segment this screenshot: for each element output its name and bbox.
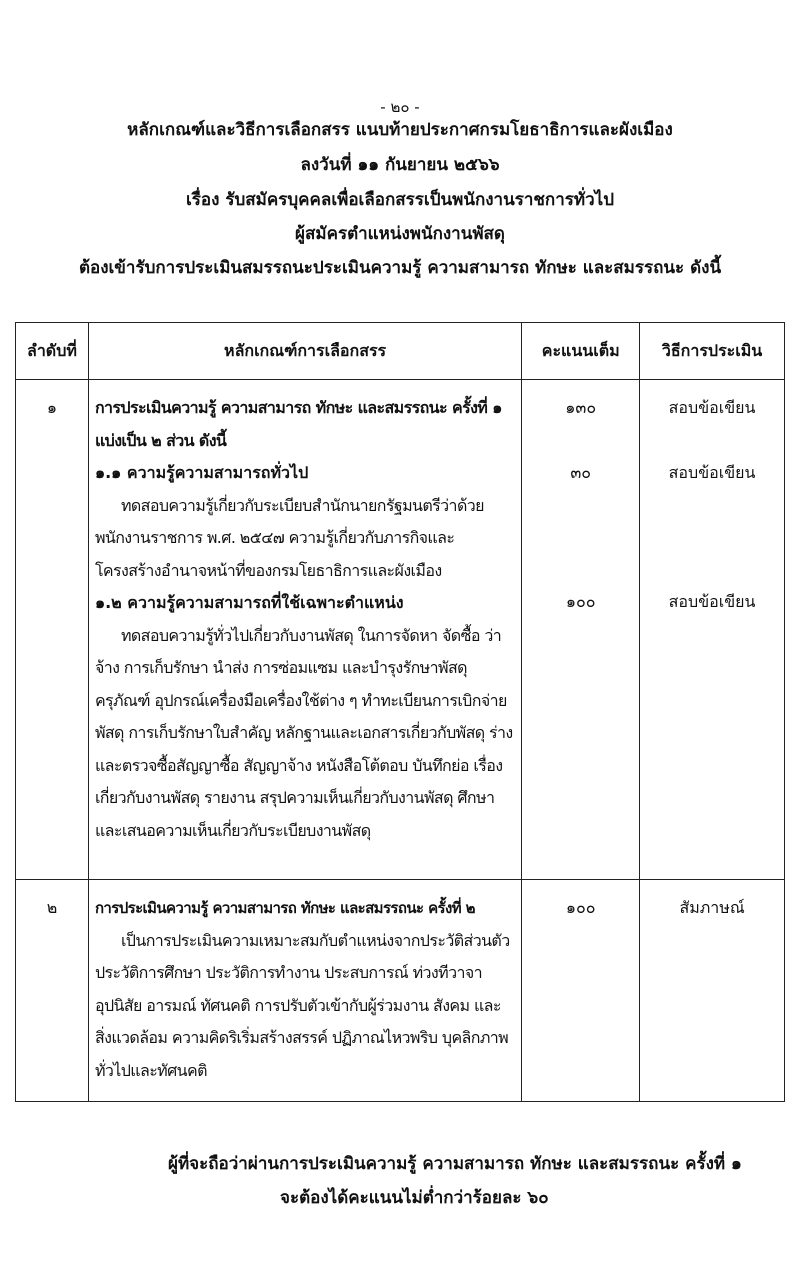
sub-desc: ทดสอบความรู้ทั่วไปเกี่ยวกับงานพัสดุ ในการจัดหา จัดซื้อ ว่าจ้าง การเก็บรักษา นำส่ง การซ่อมแซม และบำรุงรักษาพัสดุ ครุภัณฑ์ อุปกรณ์เครื่องมือเครื่องใช้ต่าง ๆ ทำทะเบียนการเบิกจ่ายพัสดุ การเก็บรักษาใบสำคัญ หลักฐานและเอกสารเกี่ยวกับพัสดุ ร่างและตรวจซื้อสัญญาซื้อ สัญญาจ้าง หนังสือโต้ตอบ บันทึกย่อ เรื่องเกี่ยวกับงานพัสดุ รายงาน สรุปความเห็นเกี่ยวกับงานพัสดุ ศึกษาและเสนอความเห็นเกี่ยวกับระเบียบงานพัสดุ — [94, 625, 513, 840]
row-score: ๑๐๐ — [522, 880, 640, 1102]
row-criteria — [88, 880, 521, 1102]
row-method: สัมภาษณ์ — [640, 880, 785, 1102]
method: สอบข้อเขียน — [668, 398, 756, 417]
header-position: ผู้สมัครตำแหน่งพนักงานพัสดุ — [295, 224, 505, 244]
footer-line-2: จะต้องได้คะแนนไม่ต่ำกว่าร้อยละ ๖๐ — [280, 1188, 549, 1208]
total-score: ๑๓๐ — [565, 398, 597, 417]
table-row — [16, 880, 785, 1102]
sub-score: ๓๐ — [570, 462, 592, 482]
table-row — [16, 380, 785, 880]
row-title: การประเมินความรู้ ความสามารถ ทักษะ และสมรรถนะ ครั้งที่ ๑ แบ่งเป็น ๒ ส่วน ดังนี้ — [94, 398, 502, 450]
col-header-score: คะแนนเต็ม — [522, 323, 640, 380]
row-score — [522, 380, 640, 880]
header-intro: ต้องเข้ารับการประเมินสมรรถนะประเมินความรู้ ความสามารถ ทักษะ และสมรรถนะ ดังนี้ — [78, 258, 722, 278]
col-header-no: ลำดับที่ — [16, 323, 89, 380]
page-number: - ๒๐ - — [380, 98, 420, 116]
col-header-criteria: หลักเกณฑ์การเลือกสรร — [88, 323, 521, 380]
row-desc: เป็นการประเมินความเหมาะสมกับตำแหน่งจากประวัติส่วนตัว ประวัติการศึกษา ประวัติการทำงาน ประสบการณ์ ท่วงทีวาจา อุปนิสัย อารมณ์ ทัศนคติ การปรับตัวเข้ากับผู้ร่วมงาน สังคม และสิ่งแวดล้อม ความคิดริเริ่มสร้างสรรค์ ปฏิภาณไหวพริบ บุคลิกภาพทั่วไปและทัศนคติ — [94, 930, 510, 1080]
sub-score: ๑๐๐ — [565, 592, 596, 611]
header-date: ลงวันที่ ๑๑ กันยายน ๒๕๖๖ — [300, 155, 500, 175]
criteria-table — [15, 322, 785, 1102]
sub-desc: ทดสอบความรู้เกี่ยวกับระเบียบสำนักนายกรัฐมนตรีว่าด้วยพนักงานราชการ พ.ศ. ๒๕๔๗ ความรู้เกี่ยวกับภารกิจและโครงสร้างอำนาจหน้าที่ของกรมโยธาธิการและผังเมือง — [94, 495, 484, 580]
row-criteria — [88, 380, 521, 880]
col-header-method: วิธีการประเมิน — [640, 323, 785, 380]
header-subject: เรื่อง รับสมัครบุคคลเพื่อเลือกสรรเป็นพนักงานราชการทั่วไป — [185, 190, 614, 210]
table-header-row — [16, 323, 785, 380]
row-no: ๑ — [16, 380, 89, 880]
sub-title: ๑.๒ ความรู้ความสามารถที่ใช้เฉพาะตำแหน่ง — [94, 593, 404, 612]
footer-line-1: ผู้ที่จะถือว่าผ่านการประเมินความรู้ ความสามารถ ทักษะ และสมรรถนะ ครั้งที่ ๑ — [168, 1154, 742, 1174]
row-method — [640, 380, 785, 880]
sub-method: สอบข้อเขียน — [668, 462, 756, 482]
sub-method: สอบข้อเขียน — [668, 592, 756, 611]
sub-title: ๑.๑ ความรู้ความสามารถทั่วไป — [94, 463, 309, 482]
row-title: การประเมินความรู้ ความสามารถ ทักษะ และสมรรถนะ ครั้งที่ ๒ — [94, 899, 475, 917]
header-line-1: หลักเกณฑ์และวิธีการเลือกสรร แนบท้ายประกาศกรมโยธาธิการและผังเมือง — [127, 120, 673, 140]
row-no: ๒ — [16, 880, 89, 1102]
